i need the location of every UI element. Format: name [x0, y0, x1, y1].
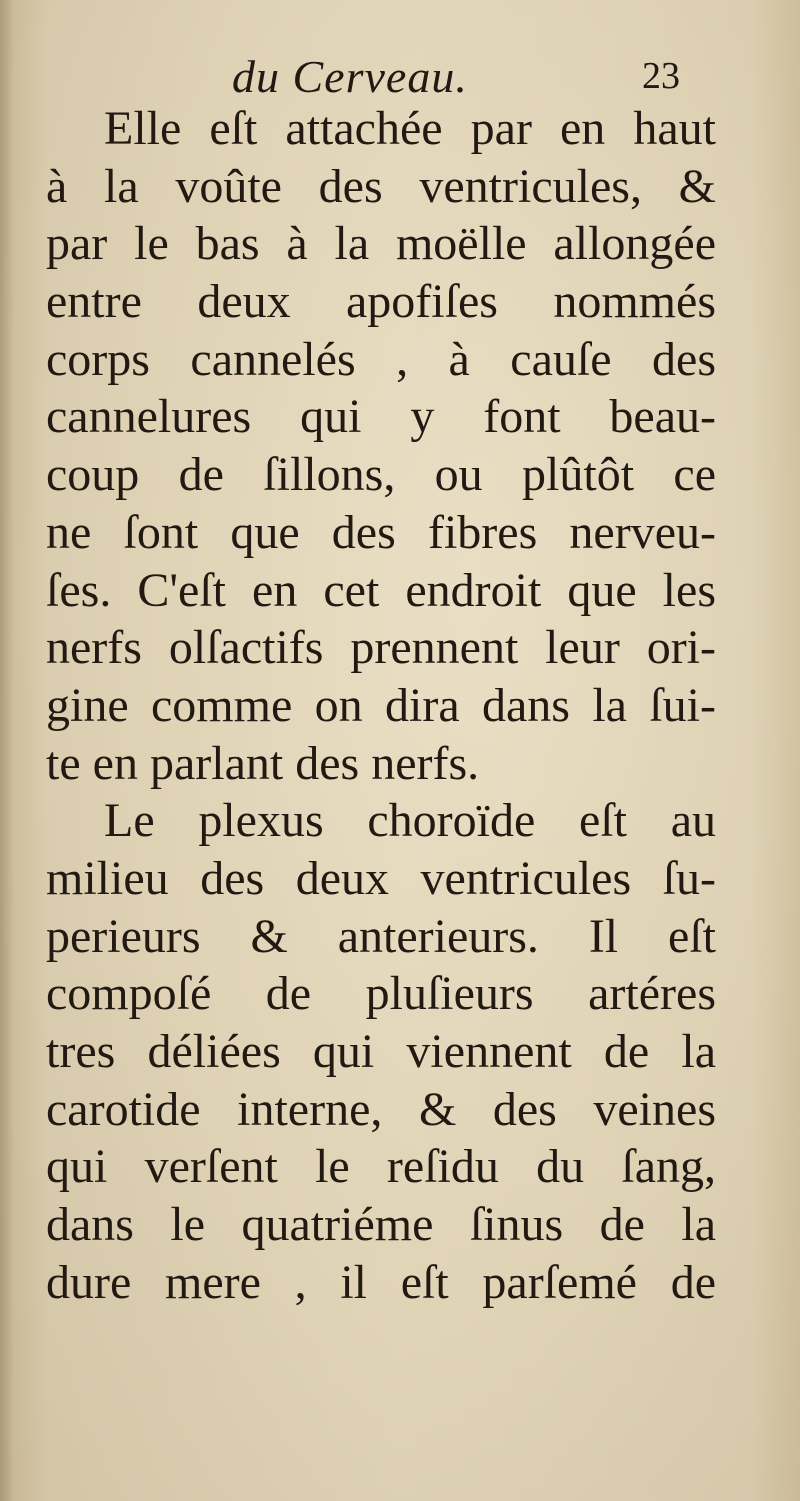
text-line: cannelures qui y font beau- — [46, 390, 716, 444]
text-line: ne ſont que des fibres nerveu- — [46, 505, 716, 559]
text-line: à la voûte des ventricules, & — [46, 159, 716, 213]
text-line: nerfs olſactifs prennent leur ori- — [46, 621, 716, 675]
text-line: compoſé de pluſieurs artéres — [46, 967, 716, 1021]
text-line: entre deux apofiſes nommés — [46, 275, 716, 329]
text-line: tres déliées qui viennent de la — [46, 1025, 716, 1078]
text-line: Elle eſt attachée par en haut — [104, 102, 716, 155]
text-line: qui verſent le reſidu du ſang, — [46, 1140, 716, 1194]
text-line: par le bas à la moëlle allongée — [46, 217, 716, 271]
page-gutter — [0, 0, 14, 1501]
text-line: dans le quatriéme ſinus de la — [46, 1198, 716, 1252]
text-line: gine comme on dira dans la ſui- — [46, 678, 716, 732]
text-line: milieu des deux ventricules ſu- — [46, 851, 716, 905]
text-line: dure mere , il eſt parſemé de — [46, 1255, 716, 1309]
body-text — [46, 100, 716, 1311]
text-line: corps cannelés , à cauſe des — [46, 332, 716, 386]
text-line: coup de ſillons, ou plûtôt ce — [46, 448, 716, 502]
text-line: Le plexus choroïde eſt au — [104, 794, 716, 848]
text-line: perieurs & anterieurs. Il eſt — [46, 909, 716, 963]
text-line: ſes. C'eſt en cet endroit que les — [46, 563, 716, 617]
page-header — [0, 50, 800, 100]
text-line: carotide interne, & des veines — [46, 1082, 716, 1136]
running-title: du Cerveau. — [232, 51, 468, 102]
text-line: te en parlant des nerfs. — [46, 736, 480, 790]
page-number: 23 — [642, 55, 680, 97]
